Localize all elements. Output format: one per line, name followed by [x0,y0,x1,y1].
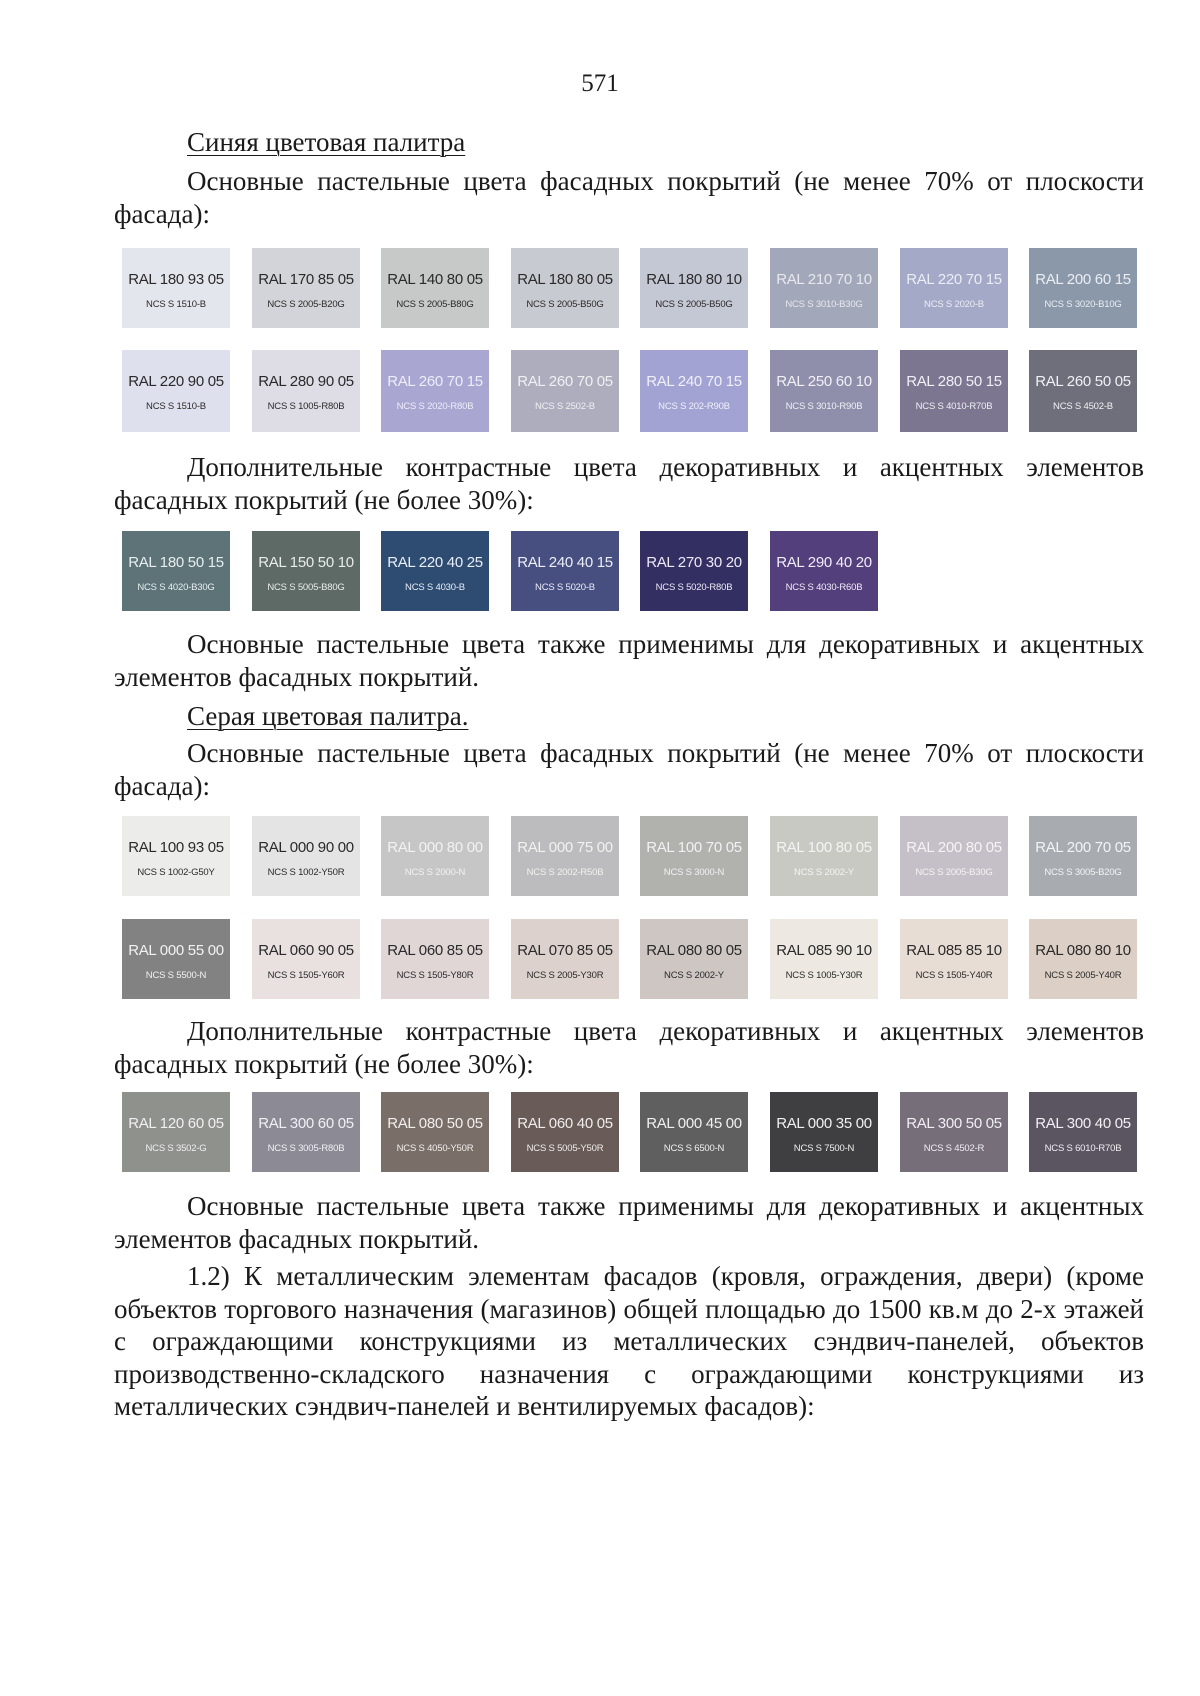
ncs-code: NCS S 2002-Y [664,970,724,981]
ncs-code: NCS S 2005-B30G [915,867,993,878]
color-swatch [640,919,748,999]
ral-code: RAL 085 90 10 [776,942,872,959]
color-swatch [252,248,360,328]
ral-code: RAL 100 70 05 [646,839,742,856]
ncs-code: NCS S 5500-N [145,970,207,981]
ncs-code: NCS S 4030-B [405,582,465,593]
ral-code: RAL 260 50 05 [1035,373,1131,390]
ral-code: RAL 290 40 20 [776,554,872,571]
color-swatch [122,350,230,432]
blue-palette-note: Основные пастельные цвета также применимы для декоративных и акцентных элементов фасадных покрытий. [114,629,1144,692]
color-swatch [900,248,1008,328]
ncs-code: NCS S 2005-B50G [655,299,733,310]
ral-code: RAL 080 80 10 [1035,942,1131,959]
ncs-code: NCS S 3502-G [145,1143,207,1154]
ncs-code: NCS S 4502-R [923,1143,985,1154]
color-swatch [640,1092,748,1172]
ncs-code: NCS S 1002-G50Y [137,867,215,878]
ral-code: RAL 300 50 05 [906,1115,1002,1132]
color-swatch [900,350,1008,432]
ral-code: RAL 000 80 00 [387,839,483,856]
color-swatch [511,919,619,999]
ncs-code: NCS S 2020-R80B [396,401,474,412]
ncs-code: NCS S 2002-R50B [526,867,604,878]
ral-code: RAL 140 80 05 [387,271,483,288]
color-swatch [1029,816,1137,896]
ral-code: RAL 240 40 15 [517,554,613,571]
ncs-code: NCS S 2000-N [404,867,466,878]
blue-accent-intro: Дополнительные контрастные цвета декоративных и акцентных элементов фасадных покрытий (не более 30%): [114,452,1144,515]
color-swatch [122,531,230,611]
ncs-code: NCS S 1505-Y80R [396,970,474,981]
ral-code: RAL 150 50 10 [258,554,354,571]
ral-code: RAL 100 80 05 [776,839,872,856]
ncs-code: NCS S 5020-R80B [655,582,733,593]
color-swatch [640,816,748,896]
ral-code: RAL 180 50 15 [128,554,224,571]
ncs-code: NCS S 5005-B80G [267,582,345,593]
ral-code: RAL 300 40 05 [1035,1115,1131,1132]
color-swatch [381,531,489,611]
ral-code: RAL 060 40 05 [517,1115,613,1132]
ncs-code: NCS S 3020-B10G [1044,299,1122,310]
gray-main-intro: Основные пастельные цвета фасадных покрытий (не менее 70% от плоскости фасада): [114,738,1144,801]
color-swatch [122,816,230,896]
ral-code: RAL 180 93 05 [128,271,224,288]
ral-code: RAL 180 80 10 [646,271,742,288]
color-swatch [122,919,230,999]
ral-code: RAL 210 70 10 [776,271,872,288]
color-swatch [381,1092,489,1172]
ncs-code: NCS S 4502-B [1053,401,1113,412]
color-swatch [381,816,489,896]
color-swatch [770,531,878,611]
color-swatch [770,350,878,432]
ncs-code: NCS S 2005-B20G [267,299,345,310]
ral-code: RAL 000 45 00 [646,1115,742,1132]
ral-code: RAL 280 90 05 [258,373,354,390]
ral-code: RAL 220 40 25 [387,554,483,571]
color-swatch [640,248,748,328]
color-swatch [381,919,489,999]
ncs-code: NCS S 1505-Y40R [915,970,993,981]
color-swatch [1029,350,1137,432]
ncs-code: NCS S 4050-Y50R [396,1143,474,1154]
color-swatch [640,531,748,611]
ncs-code: NCS S 3005-R80B [267,1143,345,1154]
ncs-code: NCS S 7500-N [793,1143,855,1154]
ral-code: RAL 180 80 05 [517,271,613,288]
ncs-code: NCS S 6500-N [663,1143,725,1154]
ral-code: RAL 000 75 00 [517,839,613,856]
ral-code: RAL 170 85 05 [258,271,354,288]
ral-code: RAL 080 50 05 [387,1115,483,1132]
color-swatch [511,248,619,328]
gray-palette-heading: Серая цветовая палитра. [187,701,469,731]
ncs-code: NCS S 3010-R90B [785,401,863,412]
ncs-code: NCS S 3000-N [663,867,725,878]
color-swatch [252,816,360,896]
ral-code: RAL 120 60 05 [128,1115,224,1132]
ncs-code: NCS S 4020-B30G [137,582,215,593]
color-swatch [1029,248,1137,328]
ral-code: RAL 000 90 00 [258,839,354,856]
ncs-code: NCS S 2005-B50G [526,299,604,310]
color-swatch [122,248,230,328]
ral-code: RAL 220 70 15 [906,271,1002,288]
ral-code: RAL 060 90 05 [258,942,354,959]
color-swatch [252,919,360,999]
ral-code: RAL 200 70 05 [1035,839,1131,856]
color-swatch [252,1092,360,1172]
blue-main-intro: Основные пастельные цвета фасадных покрытий (не менее 70% от плоскости фасада): [114,166,1144,229]
color-swatch [381,248,489,328]
ncs-code: NCS S 1002-Y50R [267,867,345,878]
ncs-code: NCS S 1005-Y30R [785,970,863,981]
color-swatch [900,1092,1008,1172]
ral-code: RAL 250 60 10 [776,373,872,390]
color-swatch [511,350,619,432]
ncs-code: NCS S 2502-B [535,401,595,412]
color-swatch [900,816,1008,896]
color-swatch [381,350,489,432]
color-swatch [511,816,619,896]
ral-code: RAL 270 30 20 [646,554,742,571]
color-swatch [640,350,748,432]
ncs-code: NCS S 1510-B [146,299,206,310]
color-swatch [770,248,878,328]
ncs-code: NCS S 2002-Y [794,867,854,878]
ncs-code: NCS S 1505-Y60R [267,970,345,981]
ral-code: RAL 300 60 05 [258,1115,354,1132]
ral-code: RAL 220 90 05 [128,373,224,390]
gray-palette-note: Основные пастельные цвета также применимы для декоративных и акцентных элементов фасадных покрытий. [114,1191,1144,1254]
ncs-code: NCS S 202-R90B [658,401,730,412]
page-number: 571 [581,70,619,97]
ncs-code: NCS S 1510-B [146,401,206,412]
ncs-code: NCS S 2020-B [924,299,984,310]
ral-code: RAL 200 80 05 [906,839,1002,856]
color-swatch [770,816,878,896]
ncs-code: NCS S 4010-R70B [915,401,993,412]
color-swatch [511,531,619,611]
color-swatch [770,1092,878,1172]
ral-code: RAL 240 70 15 [646,373,742,390]
ncs-code: NCS S 1005-R80B [267,401,345,412]
ncs-code: NCS S 6010-R70B [1044,1143,1122,1154]
ral-code: RAL 280 50 15 [906,373,1002,390]
ral-code: RAL 000 35 00 [776,1115,872,1132]
metal-elements-paragraph: 1.2) К металлическим элементам фасадов (кровля, ограждения, двери) (кроме объектов торгового назначения (магазинов) общей площадью до 1500 кв.м до 2-х этажей с ограждающими конструкциями из металлических сэндвич-панелей, объектов производственно-складского назначения с ограждающими конструкциями из металлических сэндвич-панелей и вентилируемых фасадов): [114,1261,1144,1421]
color-swatch [770,919,878,999]
color-swatch [900,919,1008,999]
ral-code: RAL 060 85 05 [387,942,483,959]
color-swatch [1029,1092,1137,1172]
ncs-code: NCS S 4030-R60B [785,582,863,593]
blue-palette-heading: Синяя цветовая палитра [187,127,466,157]
ncs-code: NCS S 2005-Y30R [526,970,604,981]
ral-code: RAL 080 80 05 [646,942,742,959]
ral-code: RAL 260 70 15 [387,373,483,390]
ral-code: RAL 085 85 10 [906,942,1002,959]
ncs-code: NCS S 5020-B [535,582,595,593]
ral-code: RAL 000 55 00 [128,942,224,959]
ral-code: RAL 200 60 15 [1035,271,1131,288]
ral-code: RAL 260 70 05 [517,373,613,390]
ral-code: RAL 070 85 05 [517,942,613,959]
color-swatch [1029,919,1137,999]
ncs-code: NCS S 5005-Y50R [526,1143,604,1154]
color-swatch [252,350,360,432]
color-swatch [122,1092,230,1172]
ral-code: RAL 100 93 05 [128,839,224,856]
ncs-code: NCS S 3005-B20G [1044,867,1122,878]
color-swatch [511,1092,619,1172]
gray-accent-intro: Дополнительные контрастные цвета декоративных и акцентных элементов фасадных покрытий (не более 30%): [114,1016,1144,1079]
ncs-code: NCS S 2005-B80G [396,299,474,310]
ncs-code: NCS S 2005-Y40R [1044,970,1122,981]
color-swatch [252,531,360,611]
ncs-code: NCS S 3010-B30G [785,299,863,310]
